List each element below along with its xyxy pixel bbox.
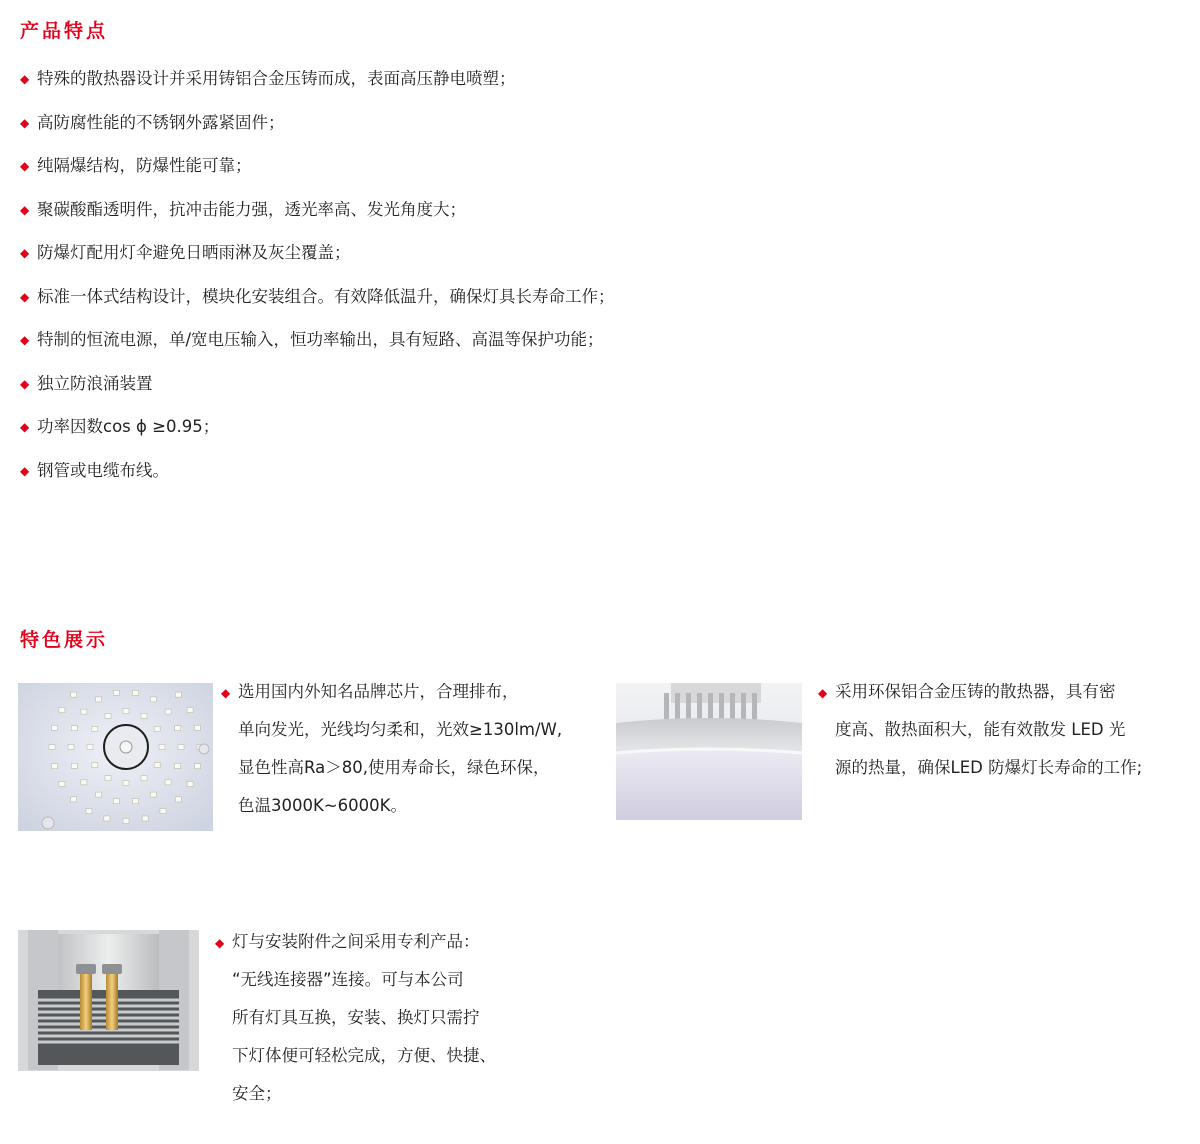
led-chip [105,776,111,781]
heatsink-fin [752,693,757,721]
led-chip [96,697,102,702]
heatsink-line: 度高、散热面积大，能有效散发 LED 光 [835,720,1126,739]
led-chip [71,797,77,802]
feature-text: 特制的恒流电源，单/宽电压输入，恒功率输出，具有短路、高温等保护功能； [37,330,604,349]
diamond-bullet-icon: ◆ [20,202,30,217]
diamond-bullet-icon: ◆ [20,463,30,478]
led-chip [160,809,166,814]
connector-line: 安全； [232,1084,282,1103]
diamond-bullet-icon: ◆ [20,159,30,173]
feature-item [20,151,615,195]
heatsink-fin [686,693,691,721]
feature-item [20,238,615,282]
heatsink-fin [708,693,713,721]
led-chip [175,692,181,697]
led-chip [187,782,193,787]
connector-line: “无线连接器”连接。可与本公司 [232,970,464,989]
led-chip [142,816,148,821]
features-list [20,64,615,499]
led-chip [151,697,157,702]
led-chip [96,792,102,797]
led-chip [81,709,87,714]
led-chip [49,745,55,750]
feature-item [20,325,615,369]
chip-line: 显色性高Ra＞80,使用寿命长，绿色环保， [238,758,550,777]
led-chip [86,809,92,814]
led-chip [59,782,65,787]
diamond-bullet-icon: ◆ [20,72,30,86]
feature-text: 纯隔爆结构，防爆性能可靠； [37,156,252,175]
led-chip [165,780,171,785]
feature-text: 防爆灯配用灯伞避免日晒雨淋及灰尘覆盖； [37,243,351,262]
feature-item [20,456,615,500]
chip-description [221,673,563,825]
heatsink-fin [675,693,680,721]
led-chip [175,763,181,768]
led-chip [175,797,181,802]
led-chip [123,709,129,714]
led-chip [154,763,160,768]
diamond-bullet-icon: ◆ [20,420,30,434]
feature-text: 标准一体式结构设计，模块化安装组合。有效降低温升，确保灯具长寿命工作； [37,286,615,306]
feature-item [20,369,615,413]
led-chip [141,713,147,718]
connector-line: ◆ 灯与安装附件之间采用专利产品： [215,923,496,961]
heatsink-description [818,673,1143,787]
led-chip [52,725,58,730]
connector-line: 所有灯具互换，安装、换灯只需拧 [232,1008,480,1027]
chip-line: ◆ 选用国内外知名品牌芯片，合理排布， [221,673,562,711]
feature-text: 功率因数cos ϕ ≥0.95； [37,417,220,436]
feature-item [20,64,615,108]
feature-text: 高防腐性能的不锈钢外露紧固件； [37,112,285,132]
led-chip [194,764,200,769]
led-chip [187,708,193,713]
diamond-bullet-icon: ◆ [20,289,30,304]
diamond-bullet-icon: ◆ [221,686,231,700]
diamond-bullet-icon: ◆ [20,246,30,260]
led-chip [87,745,93,750]
diamond-bullet-icon: ◆ [20,333,30,347]
led-chip [104,816,110,821]
led-chip [113,690,119,695]
led-chip [123,819,129,824]
led-chip [81,780,87,785]
chip-line: 单向发光，光线均匀柔和，光效≥130lm/W, [238,720,563,739]
led-chip [165,709,171,714]
feature-text: 钢管或电缆布线。 [37,460,169,480]
led-chip [154,727,160,732]
led-chip [71,692,77,697]
heatsink-icon [616,683,802,820]
features-section-title: 产品特点 [20,20,109,42]
led-chip [133,799,139,804]
led-chip [151,792,157,797]
connector-description [215,923,496,1113]
heatsink-fin [730,693,735,721]
heatsink-fin [719,693,724,721]
showcase-section-title: 特色展示 [20,629,109,651]
diamond-bullet-icon: ◆ [20,376,30,391]
heatsink-line: 源的热量，确保LED 防爆灯长寿命的工作; [835,758,1143,777]
diamond-bullet-icon: ◆ [20,115,30,130]
led-chip [71,763,77,768]
led-chip [159,745,165,750]
led-chip [71,726,77,731]
led-chip [175,726,181,731]
feature-item [20,412,615,456]
feature-item [20,282,615,326]
heatsink-fin [697,693,702,721]
led-chip [92,727,98,732]
led-chip [59,708,65,713]
led-chip [105,713,111,718]
aluminum-heatsink-photo [616,683,802,820]
chip-line: 色温3000K~6000K。 [238,796,407,815]
led-chip [194,725,200,730]
led-chip [113,799,119,804]
led-chip [92,763,98,768]
feature-text: 聚碳酸酯透明件，抗冲击能力强，透光率高、发光角度大； [37,199,466,219]
led-chip-board-icon [18,683,213,831]
heatsink-fin [664,693,669,721]
heatsink-fin [741,693,746,721]
feature-text: 特殊的散热器设计并采用铸铝合金压铸而成，表面高压静电喷塑； [37,69,516,88]
led-chip-board-photo [18,683,213,831]
feature-item [20,108,615,152]
led-chip [178,745,184,750]
led-chip [52,764,58,769]
led-chip [123,781,129,786]
led-chip [68,745,74,750]
feature-text: 独立防浪涌装置 [37,373,153,393]
led-chip [133,690,139,695]
diamond-bullet-icon: ◆ [215,936,225,950]
connector-line: 下灯体便可轻松完成，方便、快捷、 [232,1046,496,1065]
feature-item [20,195,615,239]
diamond-bullet-icon: ◆ [818,686,828,700]
heatsink-line: ◆ 采用环保铝合金压铸的散热器，具有密 [818,673,1142,711]
connector-icon [18,930,199,1071]
led-chip [141,776,147,781]
wireless-connector-photo [18,930,199,1071]
